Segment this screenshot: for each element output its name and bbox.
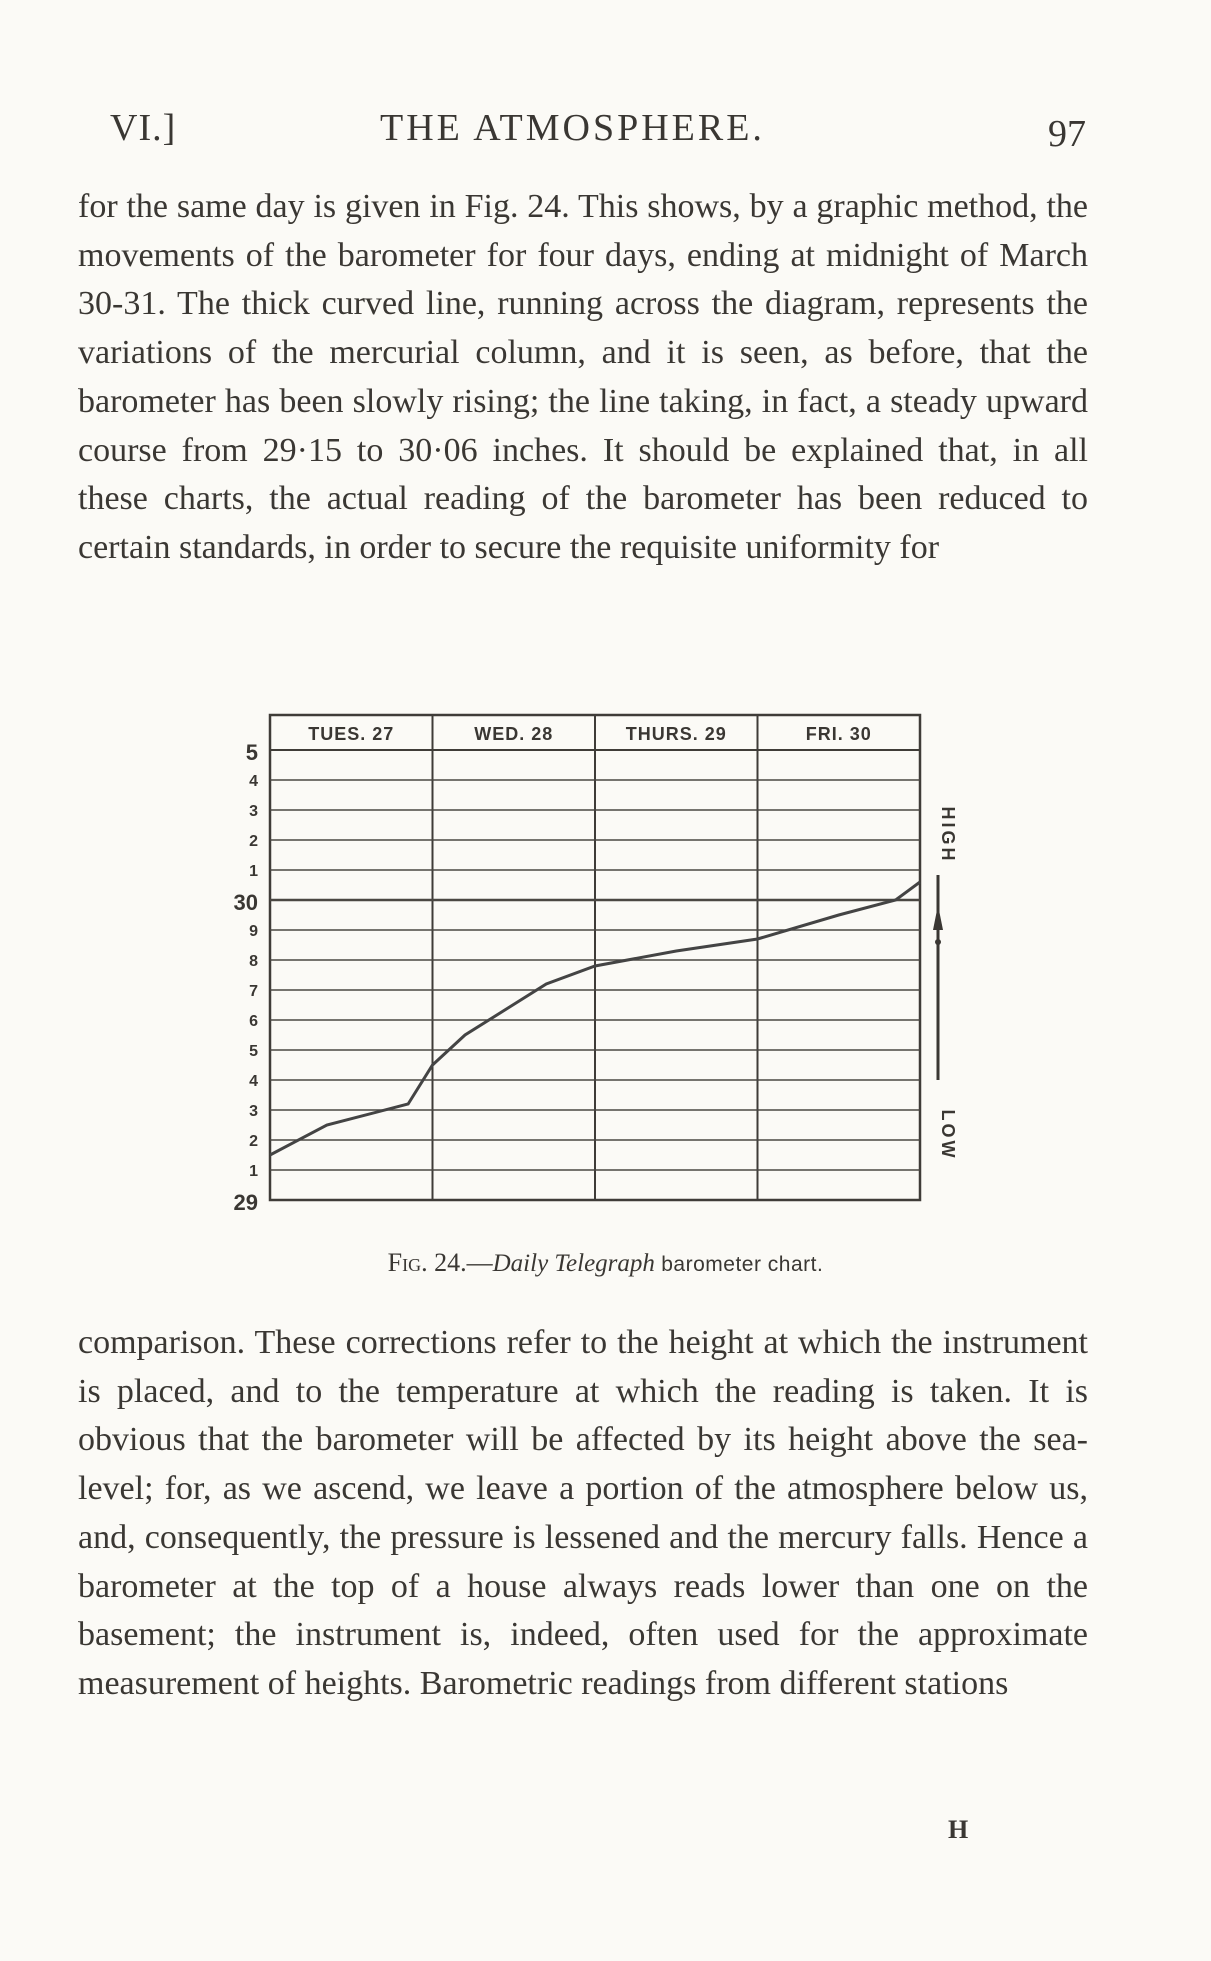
- y-tick-label: 30: [233, 890, 258, 915]
- y-axis-labels: [234, 740, 259, 1215]
- signature-mark: H: [948, 1815, 969, 1844]
- side-scale-dot: [935, 939, 941, 945]
- caption-rest: barometer chart.: [654, 1253, 824, 1276]
- caption-fig-label: Fig. 24.—: [387, 1248, 493, 1277]
- y-tick-label: 5: [245, 740, 258, 765]
- day-header: TUES. 27: [308, 724, 395, 744]
- y-tick-label: 9: [249, 923, 258, 940]
- paragraph-bottom: comparison. These corrections refer to the height at which the instrument is placed, and to the temperature at which the reading is taken. It is obvious that the barometer will be affected by its height above the sea-level; for, as we ascend, we leave a portion of the atmosphere below us, and, consequently, the pressure is lessened and the mercury falls. Hence a barometer at the top of a house always reads lower than one on the basement; the instrument is, indeed, often used for the approximate measurement of heights. Barometric readings from different stations: [78, 1324, 1088, 1702]
- y-tick-label: 2: [249, 1133, 258, 1150]
- page-header: [0, 100, 1211, 155]
- y-tick-label: 4: [249, 1073, 258, 1090]
- caption-italic: Daily Telegraph: [492, 1250, 655, 1277]
- section-number: VI.]: [110, 107, 177, 149]
- y-tick-label: 3: [249, 1103, 258, 1120]
- barometer-chart: [220, 700, 980, 1220]
- y-tick-label: 4: [249, 773, 258, 790]
- side-label-high: HIGH: [938, 806, 958, 864]
- day-headers: [308, 724, 872, 744]
- paragraph-top: for the same day is given in Fig. 24. This shows, by a graphic method, the movements of the barometer for four days, ending at midnight of March 30-31. The thick curved line, running across the diagram, represents the variations of the mercurial column, and it is seen, as before, that the barometer has been slowly rising; the line taking, in fact, a steady upward course from 29·15 to 30·06 inches. It should be explained that, in all these charts, the actual reading of the barometer has been reduced to certain standards, in order to secure the requisite uniformity for: [78, 188, 1088, 566]
- y-tick-label: 7: [249, 983, 258, 1000]
- side-scale-arrow: [933, 905, 943, 930]
- y-tick-label: 8: [249, 953, 258, 970]
- y-tick-label: 5: [249, 1043, 258, 1060]
- y-tick-label: 29: [233, 1190, 258, 1215]
- page-number: 97: [1048, 113, 1086, 155]
- running-title: THE ATMOSPHERE.: [380, 107, 765, 149]
- y-tick-label: 6: [249, 1013, 258, 1030]
- y-tick-label: 3: [249, 803, 258, 820]
- side-scale: [933, 807, 958, 1161]
- day-header: WED. 28: [474, 724, 554, 744]
- day-header: THURS. 29: [625, 724, 727, 744]
- y-tick-label: 1: [249, 1163, 258, 1180]
- side-label-low: LOW: [938, 1109, 958, 1161]
- figure-caption: [0, 1248, 1211, 1278]
- y-tick-label: 2: [249, 833, 258, 850]
- chart-grid: [270, 715, 920, 1200]
- y-tick-label: 1: [249, 863, 258, 880]
- day-header: FRI. 30: [805, 724, 872, 744]
